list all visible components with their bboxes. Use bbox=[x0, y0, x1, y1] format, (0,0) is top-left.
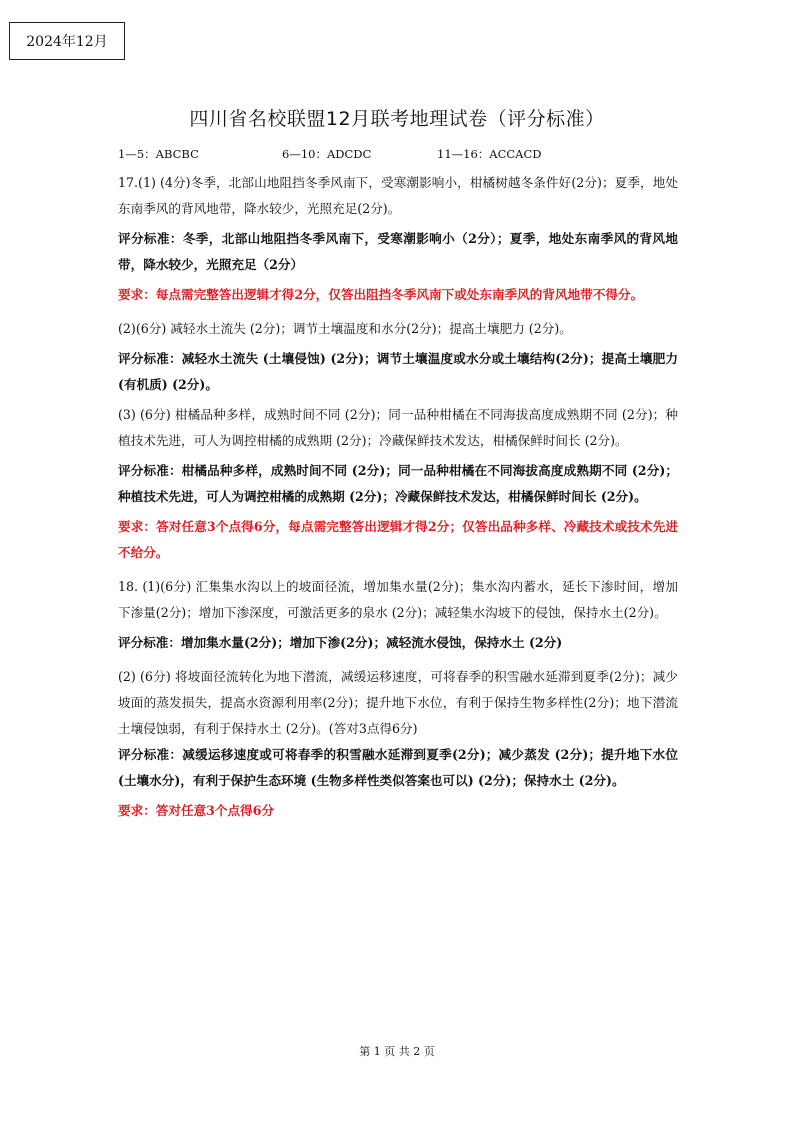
page-footer: 第 1 页 共 2 页 bbox=[359, 1045, 435, 1058]
q17-3-standard: 评分标准：柑橘品种多样，成熟时间不同 (2分)；同一品种柑橘在不同海拔高度成熟期不同 (2分)；种植技术先进，可人为调控柑橘的成熟期 (2分)；冷藏保鲜技术发达，柑橘保鲜时间长 (2分)。 bbox=[118, 463, 678, 504]
q17-1-answer: 17.(1) (4分)冬季，北部山地阻挡冬季风南下，受寒潮影响小，柑橘树越冬条件好(2分)；夏季，地处东南季风的背风地带，降水较少，光照充足(2分)。 bbox=[118, 175, 678, 216]
answers-6-10: 6—10：ADCDC bbox=[282, 147, 372, 161]
q17-3-answer: (3) (6分) 柑橘品种多样，成熟时间不同 (2分)；同一品种柑橘在不同海拔高度成熟期不同 (2分)；种植技术先进，可人为调控柑橘的成熟期 (2分)；冷藏保鲜技术发达，柑橘保鲜时间长 (2分)。 bbox=[118, 407, 678, 448]
q17-1-standard: 评分标准：冬季，北部山地阻挡冬季风南下，受寒潮影响小（2分）；夏季，地处东南季风的背风地带，降水较少，光照充足（2分） bbox=[118, 231, 678, 272]
answers-11-16: 11—16：ACCACD bbox=[437, 147, 542, 161]
q17-2-standard: 评分标准：减轻水土流失 (土壤侵蚀) (2分)；调节土壤温度或水分或土壤结构(2分)；提高土壤肥力 (有机质) (2分)。 bbox=[118, 351, 678, 392]
choice-answers bbox=[118, 146, 542, 162]
q17-2-answer: (2)(6分) 减轻水土流失 (2分)；调节土壤温度和水分(2分)；提高土壤肥力 (2分)。 bbox=[118, 321, 572, 336]
date-label: 2024年12月 bbox=[26, 34, 108, 50]
q18-1-standard: 评分标准：增加集水量(2分)；增加下渗(2分)；减轻流水侵蚀，保持水土 (2分) bbox=[118, 635, 563, 650]
answer-content bbox=[118, 170, 678, 824]
answers-1-5: 1—5：ABCBC bbox=[118, 147, 199, 161]
page-title: 四川省名校联盟12月联考地理试卷（评分标准） bbox=[189, 108, 605, 130]
date-box bbox=[9, 22, 125, 60]
q17-1-requirement: 要求：每点需完整答出逻辑才得2分，仅答出阻挡冬季风南下或处东南季风的背风地带不得分。 bbox=[118, 287, 644, 302]
q18-2-answer: (2) (6分) 将坡面径流转化为地下潜流，减缓运移速度，可将春季的积雪融水延滞到夏季(2分)；减少坡面的蒸发损失，提高水资源利用率(2分)；提升地下水位，有利于保持生物多样性(2分)；地下潜流土壤侵蚀弱，有利于保持水土 (2分)。(答对3点得6分) bbox=[118, 669, 678, 736]
q18-2-requirement: 要求：答对任意3个点得6分 bbox=[118, 803, 275, 818]
q18-1-answer: 18. (1)(6分) 汇集集水沟以上的坡面径流，增加集水量(2分)；集水沟内蓄水，延长下渗时间，增加下渗量(2分)；增加下渗深度，可激活更多的泉水 (2分)；减轻集水沟坡下的侵蚀，保持水土(2分)。 bbox=[118, 579, 678, 620]
q17-3-requirement: 要求：答对任意3个点得6分，每点需完整答出逻辑才得2分；仅答出品种多样、冷藏技术或技术先进不给分。 bbox=[118, 519, 678, 560]
q18-2-standard: 评分标准：减缓运移速度或可将春季的积雪融水延滞到夏季(2分)；减少蒸发 (2分)；提升地下水位 (土壤水分)，有利于保护生态环境 (生物多样性类似答案也可以) (2分)；保持水土 (2分)。 bbox=[118, 747, 678, 788]
